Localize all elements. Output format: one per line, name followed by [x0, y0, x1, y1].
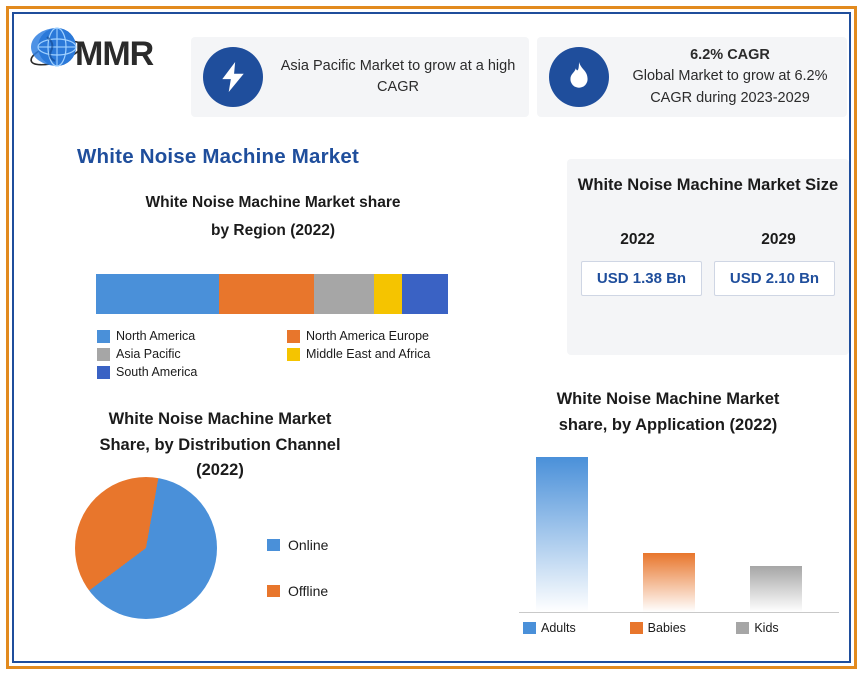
pie-legend-item — [267, 537, 328, 553]
region-stacked-bar — [96, 274, 448, 314]
region-legend-label: North America — [116, 329, 196, 343]
application-legend-label: Adults — [541, 621, 576, 635]
market-size-year-2022: 2022 — [620, 231, 655, 248]
region-legend-item — [287, 347, 467, 361]
market-size-value-2029: USD 2.10 Bn — [714, 261, 835, 296]
region-bar-segment — [374, 274, 402, 314]
region-legend-item — [287, 329, 467, 343]
banner-card-asia-pacific — [191, 37, 529, 117]
pie-legend-label: Offline — [288, 583, 329, 599]
region-legend-label: Middle East and Africa — [306, 347, 431, 361]
legend-swatch-icon — [97, 348, 110, 361]
region-chart-title-line2: by Region (2022) — [210, 222, 336, 239]
application-chart-title — [503, 387, 833, 438]
application-chart-axis — [519, 612, 839, 613]
region-legend-item — [97, 347, 287, 361]
application-legend-item — [736, 621, 843, 635]
application-bar — [750, 566, 802, 613]
banner-card-2-highlight: 6.2% CAGR — [690, 47, 770, 64]
pie-chart-title-line2: Share, by Distribution Channel — [99, 435, 341, 454]
region-legend-label: North America Europe — [306, 329, 429, 343]
application-chart-title-line1: White Noise Machine Market — [556, 390, 780, 408]
pie-chart-title — [61, 407, 379, 484]
pie-chart-title-line3: (2022) — [196, 461, 244, 480]
application-legend-label: Babies — [647, 621, 686, 635]
market-size-title: White Noise Machine Market Size — [577, 176, 839, 194]
banner-card-1-text: Asia Pacific Market to grow at a high CAGR — [280, 57, 516, 95]
market-size-years — [567, 231, 849, 249]
application-bar-chart — [519, 457, 839, 612]
brand-logo — [23, 19, 188, 85]
application-legend-item — [630, 621, 737, 635]
application-legend-item — [523, 621, 630, 635]
application-legend-label: Kids — [754, 621, 779, 635]
region-legend-label: South America — [116, 365, 198, 379]
region-legend-label: Asia Pacific — [116, 347, 181, 361]
region-bar-segment — [219, 274, 314, 314]
region-bar-segment — [96, 274, 219, 314]
market-size-values — [581, 261, 835, 296]
legend-swatch-icon — [267, 585, 280, 597]
distribution-channel-pie — [75, 477, 217, 619]
page-title: White Noise Machine Market — [77, 145, 360, 168]
application-bar — [643, 553, 695, 612]
pie-legend — [267, 537, 328, 629]
legend-swatch-icon — [97, 366, 110, 379]
legend-swatch-icon — [630, 622, 643, 634]
market-size-panel — [567, 159, 849, 355]
legend-swatch-icon — [736, 622, 749, 634]
legend-swatch-icon — [97, 330, 110, 343]
pie-chart-title-line1: White Noise Machine Market — [108, 410, 332, 428]
brand-name: MMR — [75, 35, 154, 73]
region-bar-segment — [402, 274, 448, 314]
legend-swatch-icon — [287, 348, 300, 361]
region-legend — [97, 329, 457, 379]
legend-swatch-icon — [523, 622, 536, 634]
lightning-bolt-icon — [203, 47, 263, 107]
banner-card-2-text — [621, 45, 847, 108]
application-chart-title-line2: share, by Application (2022) — [558, 415, 778, 434]
poster-frame — [6, 6, 857, 669]
banner-card-global-cagr — [537, 37, 847, 117]
application-legend — [523, 621, 843, 635]
market-size-year-2029: 2029 — [761, 231, 796, 248]
flame-icon — [549, 47, 609, 107]
legend-swatch-icon — [267, 539, 280, 551]
market-size-value-2022: USD 1.38 Bn — [581, 261, 702, 296]
legend-swatch-icon — [287, 330, 300, 343]
application-bar — [536, 457, 588, 612]
pie-legend-label: Online — [288, 537, 329, 553]
region-bar-segment — [314, 274, 374, 314]
region-legend-item — [97, 365, 287, 379]
region-chart-title-line1: White Noise Machine Market share — [145, 194, 401, 211]
region-legend-item — [97, 329, 287, 343]
banner-card-2-body: Global Market to grow at 6.2% CAGR during 2023-2029 — [632, 68, 828, 106]
pie-legend-item — [267, 583, 328, 599]
